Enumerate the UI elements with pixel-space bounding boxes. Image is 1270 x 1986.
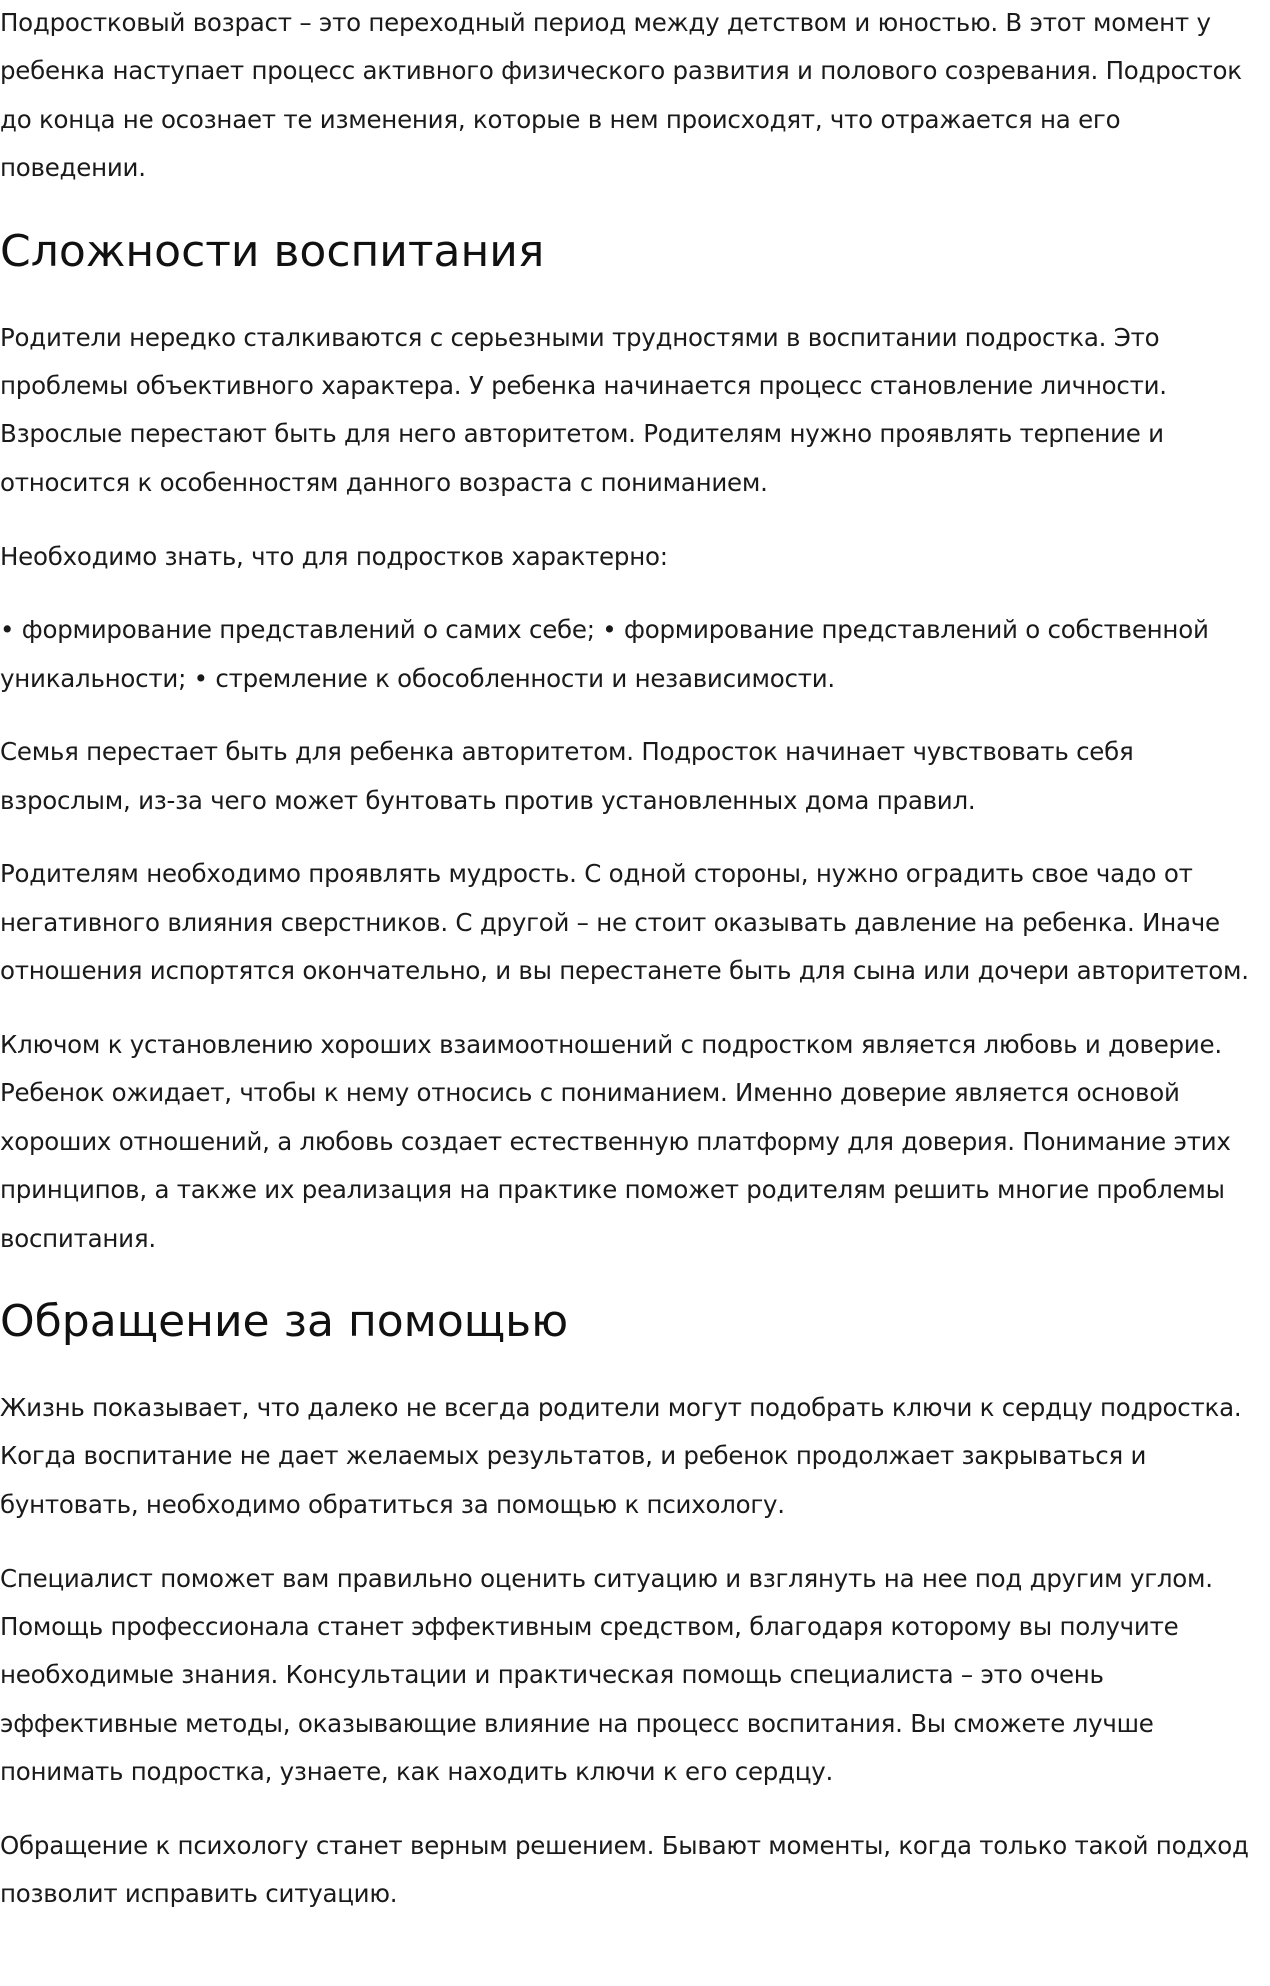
intro-paragraph: Подростковый возраст – это переходный период между детством и юностью. В этот момент у ребенка наступает процесс активного физического развития и полового созревания. Подросток до конца не осознает те изменения, которые в нем происходят, что отражается на его поведении. [0,8,1242,183]
paragraph: Обращение к психологу станет верным решением. Бывают моменты, когда только такой подход позволит исправить ситуацию. [0,1830,1249,1909]
bullet-paragraph: • формирование представлений о самих себе; • формирование представлений о собственной уникальности; • стремление к обособленности и независимости. [0,615,1209,693]
paragraph: Родители нередко сталкиваются с серьезными трудностями в воспитании подростка. Это проблемы объективного характера. У ребенка начинается процесс становление личности. Взрослые перестают быть для него авторитетом. Родителям нужно проявлять терпение и относится к особенностям данного возраста с пониманием. [0,322,1167,497]
paragraph: Семья перестает быть для ребенка авторитетом. Подросток начинает чувствовать себя взрослым, из-за чего может бунтовать против установленных дома правил. [0,737,1134,815]
section-heading-difficulties: Сложности воспитания [0,225,545,277]
paragraph: Жизнь показывает, что далеко не всегда родители могут подобрать ключи к сердцу подростка. Когда воспитание не дает желаемых результатов, и ребенок продолжает закрываться и бунтовать, необходимо обратиться за помощью к психологу. [0,1393,1242,1519]
paragraph: Ключом к установлению хороших взаимоотношений с подростком является любовь и доверие. Ребенок ожидает, чтобы к нему относись с пониманием. Именно доверие является основой хороших отношений, а любовь создает естественную платформу для доверия. Понимание этих принципов, а также их реализация на практике поможет родителям решить многие проблемы воспитания. [0,1029,1231,1253]
paragraph: Необходимо знать, что для подростков характерно: [0,541,668,571]
paragraph: Родителям необходимо проявлять мудрость. С одной стороны, нужно оградить свое чадо от негативного влияния сверстников. С другой – не стоит оказывать давление на ребенка. Иначе отношения испортятся окончательно, и вы перестанете быть для сына или дочери авторитетом. [0,859,1249,986]
paragraph: Специалист поможет вам правильно оценить ситуацию и взглянуть на нее под другим углом. Помощь профессионала станет эффективным средством, благодаря которому вы получите необходимые знания. Консультации и практическая помощь специалиста – это очень эффективные методы, оказывающие влияние на процесс воспитания. Вы сможете лучше понимать подростка, узнаете, как находить ключи к его сердцу. [0,1563,1213,1787]
section-heading-help: Обращение за помощью [0,1296,569,1348]
